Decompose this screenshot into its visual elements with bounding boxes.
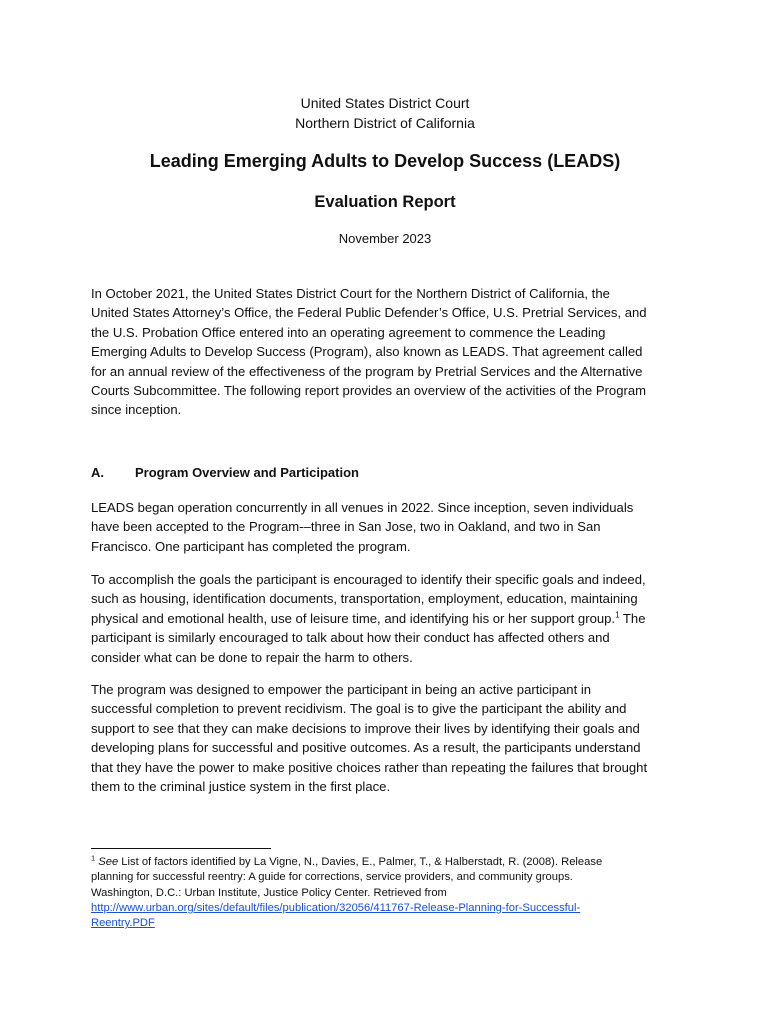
document-subtitle: Evaluation Report <box>314 193 456 211</box>
footnote-number: 1 <box>91 853 96 863</box>
paragraph-line: physical and emotional health, use of leisure time, and identifying his or her support group. <box>91 610 616 626</box>
court-district: Northern District of California <box>295 115 475 131</box>
overview-paragraph <box>91 498 683 556</box>
footnote-link-text[interactable]: Reentry.PDF <box>91 917 155 930</box>
paragraph-line: support to see that they can make decisions to improve their lives by identifying their goals and <box>91 720 640 736</box>
footnote-divider <box>91 848 271 849</box>
document-date: November 2023 <box>338 231 432 246</box>
paragraph-line: successful completion to prevent recidivism. The goal is to give the participant the ability and <box>91 701 627 717</box>
section-letter: A. <box>91 465 104 480</box>
intro-line: In October 2021, the United States District Court for the Northern District of California, the <box>91 286 610 301</box>
footnote-line: Washington, D.C.: Urban Institute, Justice Policy Center. Retrieved from <box>91 886 447 899</box>
intro-line: since inception. <box>91 402 182 418</box>
footnote-line: planning for successful reentry: A guide for corrections, service providers, and community groups. <box>91 871 573 884</box>
intro-line: for an annual review of the effectiveness of the program by Pretrial Services and the Alternative <box>91 363 643 379</box>
intro-line: United States Attorney’s Office, the Federal Public Defender’s Office, U.S. Pretrial Services, and <box>91 305 647 321</box>
paragraph-line: To accomplish the goals the participant is encouraged to identify their specific goals and indeed, <box>91 572 646 587</box>
paragraph-line: The <box>619 610 646 626</box>
footnote-line: List of factors identified by La Vigne, N., Davies, E., Palmer, T., & Halberstadt, R. (2008). Release <box>118 856 603 868</box>
intro-line: Emerging Adults to Develop Success (Program), also known as LEADS. That agreement called <box>91 344 643 360</box>
paragraph-line: The program was designed to empower the participant in being an active participant in <box>91 682 592 697</box>
program-design-paragraph <box>91 680 683 796</box>
paragraph-line: consider what can be done to repair the harm to others. <box>91 649 413 665</box>
footnote <box>91 855 691 931</box>
court-header <box>0 93 770 133</box>
paragraph-line: participant is similarly encouraged to talk about how their conduct has affected others and <box>91 630 610 646</box>
paragraph-line: Francisco. One participant has completed the program. <box>91 538 411 554</box>
footnote-link[interactable] <box>91 902 580 929</box>
court-name: United States District Court <box>300 95 470 111</box>
section-heading <box>91 463 683 482</box>
footnote-reference[interactable]: 1 <box>615 610 620 620</box>
footnote-see: See <box>98 856 119 868</box>
paragraph-line: developing plans for successful and positive outcomes. As a result, the participants understand <box>91 740 641 756</box>
paragraph-line: have been accepted to the Program-–three in San Jose, two in Oakland, and two in San <box>91 519 601 535</box>
section-title: Program Overview and Participation <box>135 465 359 480</box>
paragraph-line: LEADS began operation concurrently in all venues in 2022. Since inception, seven individuals <box>91 500 634 515</box>
intro-line: Courts Subcommittee. The following report provides an overview of the activities of the Program <box>91 383 647 399</box>
paragraph-line: such as housing, identification documents, transportation, employment, education, maintaining <box>91 591 638 607</box>
paragraph-line: that they have the power to make positive choices rather than repeating the failures that brought <box>91 759 648 775</box>
goals-paragraph <box>91 570 683 667</box>
footnote-link-text[interactable]: http://www.urban.org/sites/default/files/publication/32056/411767-Release-Planning-for-Successful- <box>91 901 581 914</box>
intro-line: the U.S. Probation Office entered into an operating agreement to commence the Leading <box>91 324 606 340</box>
document-title: Leading Emerging Adults to Develop Success (LEADS) <box>149 151 621 171</box>
intro-paragraph <box>91 284 683 420</box>
paragraph-line: them to the criminal justice system in the first place. <box>91 779 391 795</box>
